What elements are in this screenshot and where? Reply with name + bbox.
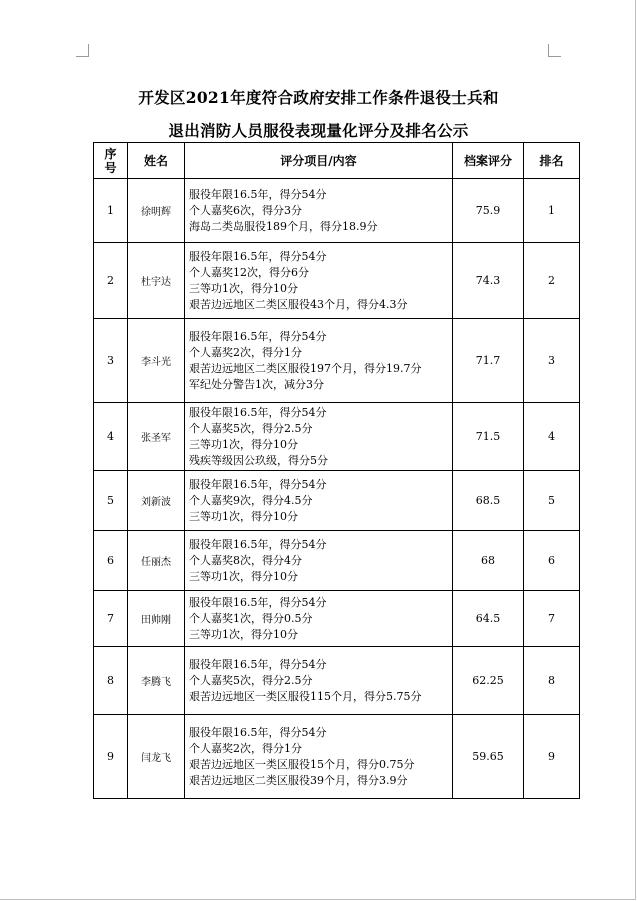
- score-item-line: 服役年限16.5年，得分54分: [189, 249, 327, 263]
- score-item-line: 艰苦边远地区二类区服役43个月，得分4.3分: [189, 297, 408, 311]
- score-item-line: 个人嘉奖9次，得分4.5分: [189, 493, 313, 507]
- row-name: 任丽杰: [128, 531, 185, 591]
- score-item-line: 三等功1次，得分10分: [189, 569, 298, 583]
- score-item-line: 三等功1次，得分10分: [189, 281, 298, 295]
- row-seq: 7: [94, 591, 128, 647]
- crop-mark-top-right: [548, 44, 561, 57]
- score-item-line: 个人嘉奖12次，得分6分: [189, 265, 309, 279]
- table-row: [94, 531, 580, 591]
- row-rank: 6: [524, 531, 580, 591]
- row-seq: 8: [94, 647, 128, 715]
- row-name: 田帅刚: [128, 591, 185, 647]
- table-row: [94, 403, 580, 471]
- row-rank: 1: [524, 179, 580, 243]
- row-score: 68.5: [453, 471, 524, 531]
- score-item-line: 残疾等级因公玖级，得分5分: [189, 453, 328, 467]
- row-name: 闫龙飞: [128, 715, 185, 799]
- score-item-line: 艰苦边远地区二类区服役39个月，得分3.9分: [189, 773, 408, 787]
- table-row: [94, 647, 580, 715]
- row-score: 64.5: [453, 591, 524, 647]
- row-name: 刘新波: [128, 471, 185, 531]
- row-items: [185, 715, 453, 799]
- row-name: 杜宇达: [128, 243, 185, 319]
- document-title-line-2: 退出消防人员服役表现量化评分及排名公示: [168, 121, 469, 140]
- row-score: 75.9: [453, 179, 524, 243]
- score-item-line: 服役年限16.5年，得分54分: [189, 537, 327, 551]
- row-name: 徐明辉: [128, 179, 185, 243]
- row-items: [185, 243, 453, 319]
- score-item-line: 服役年限16.5年，得分54分: [189, 595, 327, 609]
- row-seq: 6: [94, 531, 128, 591]
- score-item-line: 个人嘉奖5次，得分2.5分: [189, 673, 313, 687]
- score-item-line: 三等功1次，得分10分: [189, 627, 298, 641]
- row-items: [185, 647, 453, 715]
- document-title-line-1: 开发区2021年度符合政府安排工作条件退役士兵和: [138, 88, 499, 107]
- score-item-line: 服役年限16.5年，得分54分: [189, 329, 327, 343]
- row-seq: 2: [94, 243, 128, 319]
- table-row: [94, 243, 580, 319]
- row-score: 74.3: [453, 243, 524, 319]
- score-item-line: 军纪处分警告1次，减分3分: [189, 377, 324, 391]
- row-seq: 4: [94, 403, 128, 471]
- header-name: 姓名: [128, 143, 185, 179]
- score-item-line: 个人嘉奖1次，得分0.5分: [189, 611, 313, 625]
- score-item-line: 三等功1次，得分10分: [189, 509, 298, 523]
- score-item-line: 个人嘉奖5次，得分2.5分: [189, 421, 313, 435]
- row-name: 李斗光: [128, 319, 185, 403]
- row-rank: 7: [524, 591, 580, 647]
- score-item-line: 个人嘉奖6次，得分3分: [189, 203, 302, 217]
- score-item-line: 个人嘉奖8次，得分4分: [189, 553, 302, 567]
- row-name: 张圣军: [128, 403, 185, 471]
- header-score: 档案评分: [453, 143, 524, 179]
- row-score: 68: [453, 531, 524, 591]
- score-item-line: 三等功1次，得分10分: [189, 437, 298, 451]
- header-items: 评分项目/内容: [185, 143, 453, 179]
- row-score: 62.25: [453, 647, 524, 715]
- row-seq: 3: [94, 319, 128, 403]
- table-row: [94, 471, 580, 531]
- table-row: [94, 591, 580, 647]
- row-rank: 9: [524, 715, 580, 799]
- row-items: [185, 591, 453, 647]
- row-items: [185, 319, 453, 403]
- table-row: [94, 319, 580, 403]
- score-item-line: 服役年限16.5年，得分54分: [189, 477, 327, 491]
- row-rank: 4: [524, 403, 580, 471]
- header-rank: 排名: [524, 143, 580, 179]
- row-seq: 9: [94, 715, 128, 799]
- score-item-line: 艰苦边远地区一类区服役115个月，得分5.75分: [189, 689, 422, 703]
- score-item-line: 服役年限16.5年，得分54分: [189, 725, 327, 739]
- ranking-table: [93, 142, 580, 799]
- row-seq: 5: [94, 471, 128, 531]
- row-items: [185, 471, 453, 531]
- table-body: [94, 179, 580, 799]
- row-items: [185, 531, 453, 591]
- row-name: 李腾飞: [128, 647, 185, 715]
- score-item-line: 服役年限16.5年，得分54分: [189, 657, 327, 671]
- score-item-line: 服役年限16.5年，得分54分: [189, 187, 327, 201]
- row-score: 59.65: [453, 715, 524, 799]
- row-score: 71.7: [453, 319, 524, 403]
- score-item-line: 艰苦边远地区一类区服役15个月，得分0.75分: [189, 757, 415, 771]
- row-seq: 1: [94, 179, 128, 243]
- header-seq: 序号: [94, 143, 128, 179]
- table-row: [94, 715, 580, 799]
- score-item-line: 艰苦边远地区二类区服役197个月，得分19.7分: [189, 361, 422, 375]
- crop-mark-top-left: [76, 44, 89, 57]
- row-rank: 2: [524, 243, 580, 319]
- score-item-line: 个人嘉奖2次，得分1分: [189, 741, 302, 755]
- row-items: [185, 179, 453, 243]
- row-rank: 5: [524, 471, 580, 531]
- table-header-row: [94, 143, 580, 179]
- score-item-line: 个人嘉奖2次，得分1分: [189, 345, 302, 359]
- row-items: [185, 403, 453, 471]
- row-rank: 3: [524, 319, 580, 403]
- row-rank: 8: [524, 647, 580, 715]
- score-item-line: 服役年限16.5年，得分54分: [189, 405, 327, 419]
- score-item-line: 海岛二类岛服役189个月，得分18.9分: [189, 219, 378, 233]
- table-row: [94, 179, 580, 243]
- row-score: 71.5: [453, 403, 524, 471]
